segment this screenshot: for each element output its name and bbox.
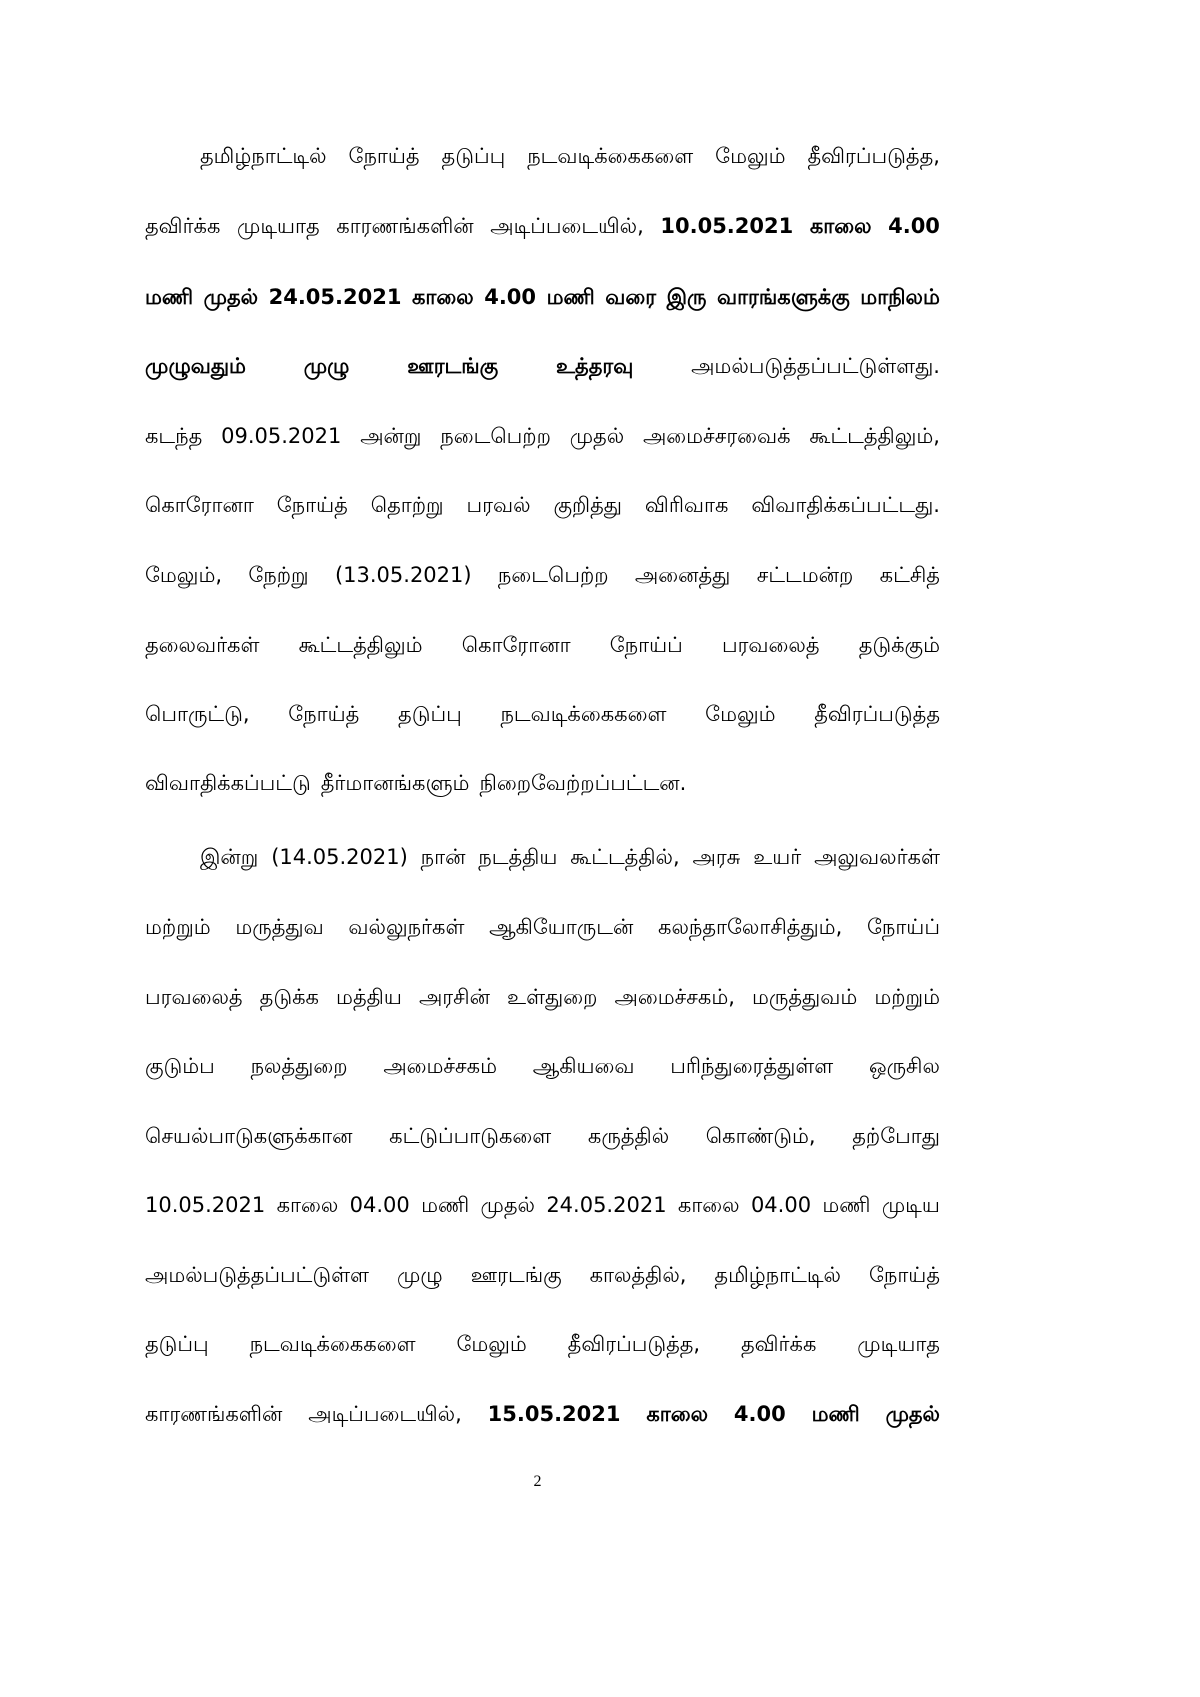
text-line xyxy=(200,837,940,877)
word: நலத்துறை xyxy=(250,1054,348,1078)
word: (13.05.2021) xyxy=(334,563,472,587)
word: இன்று xyxy=(200,845,259,869)
bold-word: 24.05.2021 xyxy=(268,285,402,309)
word: முதல் xyxy=(569,424,625,448)
word: பரவலைத் xyxy=(145,985,243,1009)
word: விரிவாக xyxy=(644,493,729,517)
word: மேலும் xyxy=(715,144,786,168)
bold-word: 15.05.2021 xyxy=(487,1402,621,1426)
word: நிறைவேற்றப்பட்டன. xyxy=(479,771,687,795)
word: தீவிரப்படுத்த, xyxy=(567,1332,701,1356)
word: அமைச்சகம், xyxy=(614,985,735,1009)
word: கூட்டத்திலும் xyxy=(298,633,423,657)
word: அமைச்சரவைக் xyxy=(642,424,791,448)
word: நடவடிக்கைகளை xyxy=(527,144,694,168)
word: பரவல் xyxy=(466,493,531,517)
word: விவாதிக்கப்பட்டது. xyxy=(751,493,940,517)
text-line xyxy=(145,1185,940,1225)
word: குறித்து xyxy=(553,493,622,517)
text-line xyxy=(145,346,940,386)
bold-word: காலை xyxy=(646,1402,709,1426)
word: நான் xyxy=(420,845,466,869)
word: தற்போது xyxy=(852,1124,940,1148)
word: நோய்ப் xyxy=(866,915,940,939)
word: மற்றும் xyxy=(874,985,940,1009)
word: தொற்று xyxy=(370,493,444,517)
word: அடிப்படையில், xyxy=(490,214,644,238)
word: கூட்டத்தில், xyxy=(570,845,680,869)
bold-word: காலை xyxy=(809,214,872,238)
word: (14.05.2021) xyxy=(271,845,408,869)
word: உள்துறை xyxy=(507,985,598,1009)
bold-word: 10.05.2021 xyxy=(660,214,794,238)
word: தடுப்பு xyxy=(441,144,506,168)
word: அரசு xyxy=(692,845,741,869)
word: நோய்ப் xyxy=(609,633,683,657)
word: காலை xyxy=(677,1193,740,1217)
text-line xyxy=(145,625,940,665)
text-line xyxy=(145,907,940,947)
word: சட்டமன்ற xyxy=(756,563,854,587)
word: அமல்படுத்தப்பட்டுள்ள xyxy=(145,1263,370,1287)
word: கட்சித் xyxy=(879,563,940,587)
word: ஆகியவை xyxy=(532,1054,635,1078)
word: கூட்டத்திலும், xyxy=(809,424,940,448)
word: நேற்று xyxy=(248,563,309,587)
word: காலை xyxy=(276,1193,339,1217)
word: அடிப்படையில், xyxy=(308,1402,462,1426)
word: தீவிரப்படுத்த xyxy=(814,702,940,726)
word: கருத்தில் xyxy=(587,1124,670,1148)
text-line xyxy=(145,206,940,246)
word: காலத்தில், xyxy=(589,1263,687,1287)
word: காரணங்களின் xyxy=(336,214,474,238)
text-line xyxy=(145,1324,940,1364)
word: கொரோனா xyxy=(461,633,571,657)
text-line xyxy=(145,1394,940,1434)
word: அரசின் xyxy=(418,985,490,1009)
word: பரவலைத் xyxy=(721,633,820,657)
word: உயர் xyxy=(753,845,802,869)
word: தடுக்கும் xyxy=(858,633,940,657)
text-line xyxy=(145,1116,940,1156)
text-line xyxy=(145,416,940,456)
word: முழு xyxy=(396,1263,443,1287)
word: மேலும் xyxy=(705,702,776,726)
bold-word: 4.00 xyxy=(484,285,537,309)
text-line xyxy=(145,763,940,803)
word: நோய்த் xyxy=(288,702,360,726)
word: செயல்பாடுகளுக்கான xyxy=(145,1124,353,1148)
bold-word: காலை xyxy=(411,285,474,309)
word: 09.05.2021 xyxy=(221,424,342,448)
word: 24.05.2021 xyxy=(546,1193,667,1217)
word: 10.05.2021 xyxy=(145,1193,266,1217)
bold-word: முழு xyxy=(303,354,350,378)
bold-word: 4.00 xyxy=(888,214,940,238)
text-line xyxy=(145,277,940,317)
word: காரணங்களின் xyxy=(145,1402,283,1426)
bold-word: உத்தரவு xyxy=(555,354,634,378)
text-line xyxy=(145,485,940,525)
word: அனைத்து xyxy=(634,563,731,587)
word: மணி xyxy=(822,1193,871,1217)
word: 04.00 xyxy=(750,1193,812,1217)
word: விவாதிக்கப்பட்டு xyxy=(145,771,311,795)
bold-word: மணி xyxy=(811,1402,860,1426)
word: மணி xyxy=(421,1193,470,1217)
word: தீர்மானங்களும் xyxy=(320,771,470,795)
page-number: 2 xyxy=(533,1473,542,1490)
bold-word: முழுவதும் xyxy=(145,354,246,378)
text-line xyxy=(145,977,940,1017)
word: தடுப்பு xyxy=(398,702,462,726)
word: முதல் xyxy=(480,1193,535,1217)
word: முடியாத xyxy=(237,214,320,238)
word: தமிழ்நாட்டில் xyxy=(200,144,327,168)
word: முடியாத xyxy=(857,1332,940,1356)
word: பரிந்துரைத்துள்ள xyxy=(670,1054,834,1078)
bold-word: வரை xyxy=(605,285,657,309)
text-line xyxy=(200,136,940,176)
word: 04.00 xyxy=(349,1193,410,1217)
text-line xyxy=(145,1255,940,1295)
word: ஆகியோருடன் xyxy=(489,915,634,939)
bold-word: இரு xyxy=(666,285,707,309)
word: கடந்த xyxy=(145,424,203,448)
word: தமிழ்நாட்டில் xyxy=(714,1263,841,1287)
word: கலந்தாலோசித்தும், xyxy=(658,915,843,939)
bold-word: மாநிலம் xyxy=(860,285,940,309)
word: தடுக்க xyxy=(259,985,319,1009)
word: தீவிரப்படுத்த, xyxy=(807,144,940,168)
bold-word: 4.00 xyxy=(733,1402,786,1426)
word: ஒருசில xyxy=(869,1054,940,1078)
word: நோய்த் xyxy=(868,1263,940,1287)
word: நோய்த் xyxy=(348,144,420,168)
word: நடைபெற்ற xyxy=(440,424,551,448)
bold-word: மணி xyxy=(145,285,194,309)
word: கொண்டும், xyxy=(705,1124,816,1148)
word: நடைபெற்ற xyxy=(497,563,609,587)
word: மற்றும் xyxy=(145,915,211,939)
word: தவிர்க்க xyxy=(145,214,221,238)
bold-word: ஊரடங்கு xyxy=(407,354,499,378)
word: மத்திய xyxy=(336,985,402,1009)
word: நடத்திய xyxy=(478,845,558,869)
text-line xyxy=(145,555,940,595)
word: அன்று xyxy=(360,424,422,448)
word: அமைச்சகம் xyxy=(383,1054,498,1078)
word: அமல்படுத்தப்பட்டுள்ளது. xyxy=(691,354,940,378)
word: தடுப்பு xyxy=(145,1332,209,1356)
bold-word: மணி xyxy=(546,285,595,309)
bold-word: முதல் xyxy=(885,1402,940,1426)
word: மேலும், xyxy=(145,563,223,587)
word: கட்டுப்பாடுகளை xyxy=(389,1124,552,1148)
word: நோய்த் xyxy=(276,493,348,517)
word: நடவடிக்கைகளை xyxy=(249,1332,416,1356)
word: வல்லுநர்கள் xyxy=(348,915,465,939)
bold-word: வாரங்களுக்கு xyxy=(716,285,850,309)
text-line xyxy=(145,694,940,734)
word: ஊரடங்கு xyxy=(470,1263,562,1287)
bold-word: முதல் xyxy=(203,285,259,309)
word: அலுவலர்கள் xyxy=(814,845,940,869)
word: நடவடிக்கைகளை xyxy=(500,702,667,726)
word: தலைவர்கள் xyxy=(145,633,260,657)
word: குடும்ப xyxy=(145,1054,215,1078)
text-line xyxy=(145,1046,940,1086)
word: கொரோனா xyxy=(145,493,254,517)
word: மேலும் xyxy=(456,1332,527,1356)
word: மருத்துவம் xyxy=(751,985,858,1009)
word: பொருட்டு, xyxy=(145,702,250,726)
word: முடிய xyxy=(881,1193,940,1217)
word: மருத்துவ xyxy=(235,915,324,939)
word: தவிர்க்க xyxy=(740,1332,817,1356)
